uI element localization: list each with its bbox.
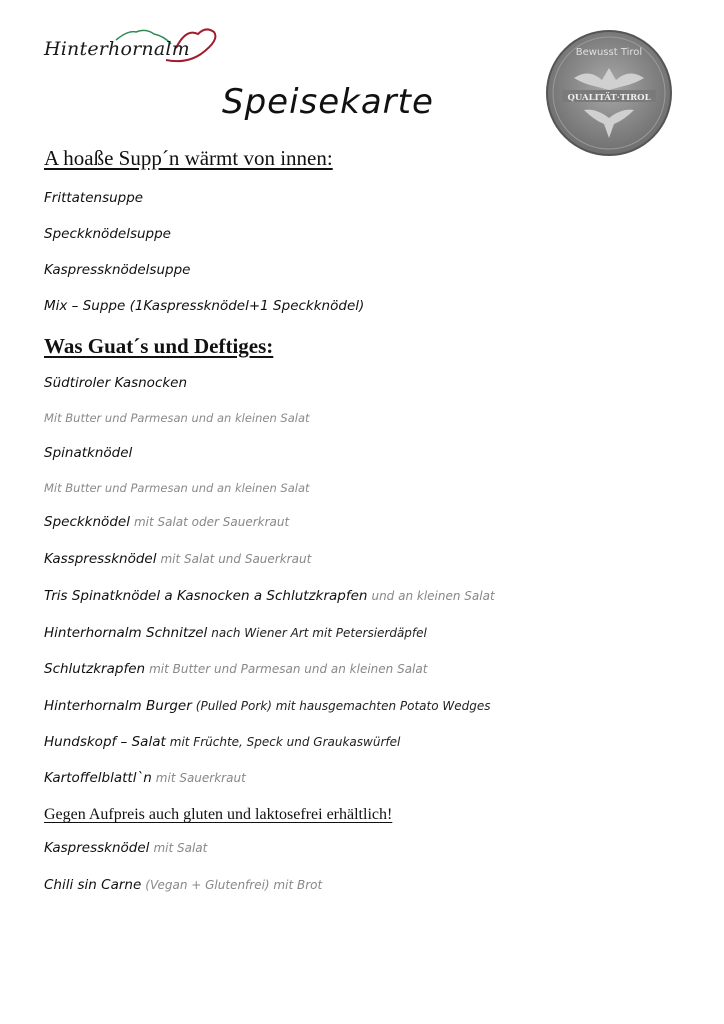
menu-item: Schlutzkrapfen mit Butter und Parmesan und an kleinen Salat — [44, 661, 428, 677]
menu-item: Mix – Suppe (1Kaspressknödel+1 Speckknödel) — [44, 298, 365, 314]
section-heading-hearty: Was Guat´s und Deftiges: — [44, 334, 274, 358]
menu-item: Speckknödel mit Salat oder Sauerkraut — [44, 514, 290, 530]
menu-item: Kaspressknödel mit Salat — [44, 840, 208, 856]
menu-item: Frittatensuppe — [44, 190, 144, 206]
menu-item: Spinatknödel — [44, 445, 133, 461]
svg-text:QUALITÄT·TIROL: QUALITÄT·TIROL — [567, 93, 651, 103]
menu-item: Chili sin Carne (Vegan + Glutenfrei) mit Brot — [44, 877, 323, 893]
menu-item: Speckknödelsuppe — [44, 226, 171, 242]
menu-item: Kaspressknödelsuppe — [44, 262, 191, 278]
hinterhornalm-logo — [36, 18, 226, 68]
menu-item: Südtiroler Kasnocken — [44, 375, 188, 391]
menu-item: Tris Spinatknödel a Kasnocken a Schlutzkrapfen und an kleinen Salat — [44, 588, 495, 604]
menu-item: Hinterhornalm Burger (Pulled Pork) mit hausgemachten Potato Wedges — [44, 698, 491, 714]
page-title: Speisekarte — [222, 82, 434, 122]
menu-item-description: Mit Butter und Parmesan und an kleinen Salat — [44, 481, 310, 495]
qualitaet-tirol-seal — [544, 28, 674, 158]
section-heading-soups: A hoaße Supp´n wärmt von innen: — [44, 146, 333, 170]
menu-item: Kasspressknödel mit Salat und Sauerkraut — [44, 551, 312, 567]
menu-item-description: Mit Butter und Parmesan und an kleinen Salat — [44, 411, 310, 425]
section-heading-gluten-free: Gegen Aufpreis auch gluten und laktosefrei erhältlich! — [44, 806, 393, 823]
svg-text:Bewusst Tirol: Bewusst Tirol — [575, 47, 643, 58]
menu-item: Kartoffelblattl`n mit Sauerkraut — [44, 770, 246, 786]
menu-item: Hundskopf – Salat mit Früchte, Speck und Graukaswürfel — [44, 734, 401, 750]
eagle-seal-icon — [544, 28, 674, 158]
menu-item: Hinterhornalm Schnitzel nach Wiener Art mit Petersierdäpfel — [44, 625, 427, 641]
logo-text: Hinterhornalm — [44, 38, 190, 60]
